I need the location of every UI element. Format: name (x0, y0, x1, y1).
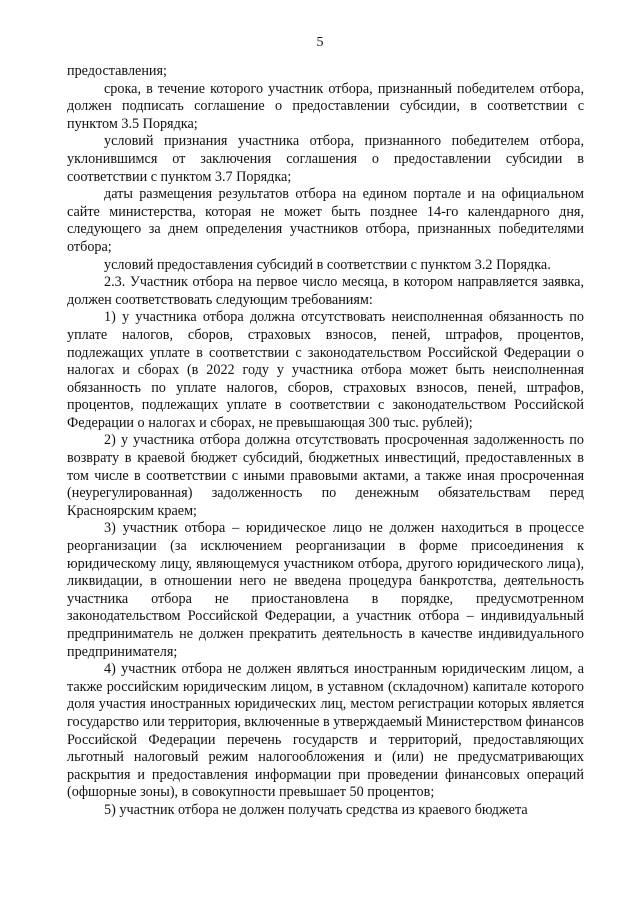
paragraph-evasion-conditions: условий признания участника отбора, признанного победителем отбора, уклонившимся от заключения соглашения о предоставлении субсидии в соответствии с пунктом 3.7 Порядка; (67, 133, 584, 185)
document-body (67, 63, 584, 820)
paragraph-continuation: предоставления; (67, 63, 167, 79)
paragraph-requirement-1: 1) у участника отбора должна отсутствовать неисполненная обязанность по уплате налогов, сборов, страховых взносов, пеней, штрафов, процентов, подлежащих уплате в соответствии с законодательством Российской Федерации о налогах и сборах (в 2022 году у участника отбора может быть неисполненная обязанность по уплате налогов, сборов, страховых взносов, пеней, штрафов, процентов, подлежащих уплате в соответствии с законодательством Российской Федерации о налогах и сборах, не превышающая 300 тыс. рублей); (67, 309, 584, 431)
paragraph-requirement-5: 5) участник отбора не должен получать средства из краевого бюджета (104, 801, 528, 818)
paragraph-requirement-2: 2) у участника отбора должна отсутствовать просроченная задолженность по возврату в краевой бюджет субсидий, бюджетных инвестиций, предоставленных в том числе в соответствии с иными правовыми актами, а также иная просроченная (неурегулированная) задолженность по денежным обязательствам перед Красноярским краем; (67, 432, 584, 519)
paragraph-requirement-3: 3) участник отбора – юридическое лицо не должен находиться в процессе реорганизации (за исключением реорганизации в форме присоединения к юридическому лицу, являющемуся участником отбора, другого юридического лица), ликвидации, в отношении него не введена процедура банкротства, деятельность участника отбора не приостановлена в порядке, предусмотренном законодательством Российской Федерации, а участник отбора – индивидуальный предприниматель не должен прекратить деятельность в качестве индивидуального предпринимателя; (67, 520, 584, 660)
paragraph-signing-deadline: срока, в течение которого участник отбора, признанный победителем отбора, должен подписать соглашение о предоставлении субсидии, в соответствии с пунктом 3.5 Порядка; (67, 80, 584, 132)
paragraph-publication-dates: даты размещения результатов отбора на едином портале и на официальном сайте министерства, которая не может быть позднее 14-го календарного дня, следующего за днем определения участников отбора, признанных победителями отбора; (67, 186, 584, 255)
paragraph-requirement-4: 4) участник отбора не должен являться иностранным юридическим лицом, а также российским юридическим лицом, в уставном (складочном) капитале которого доля участия иностранных юридических лиц, местом регистрации которых является государство или территория, включенные в утверждаемый Министерством финансов Российской Федерации перечень государств и территорий, предоставляющих льготный налоговый режим налогообложения и (или) не предусматривающих раскрытия и предоставления информации при проведении финансовых операций (офшорные зоны), в совокупности превышает 50 процентов; (67, 661, 584, 801)
paragraph-subsidy-conditions: условий предоставления субсидий в соответствии с пунктом 3.2 Порядка. (104, 256, 551, 273)
paragraph-section-2-3: 2.3. Участник отбора на первое число месяца, в котором направляется заявка, должен соответствовать следующим требованиям: (67, 274, 584, 308)
page-number: 5 (316, 35, 324, 50)
